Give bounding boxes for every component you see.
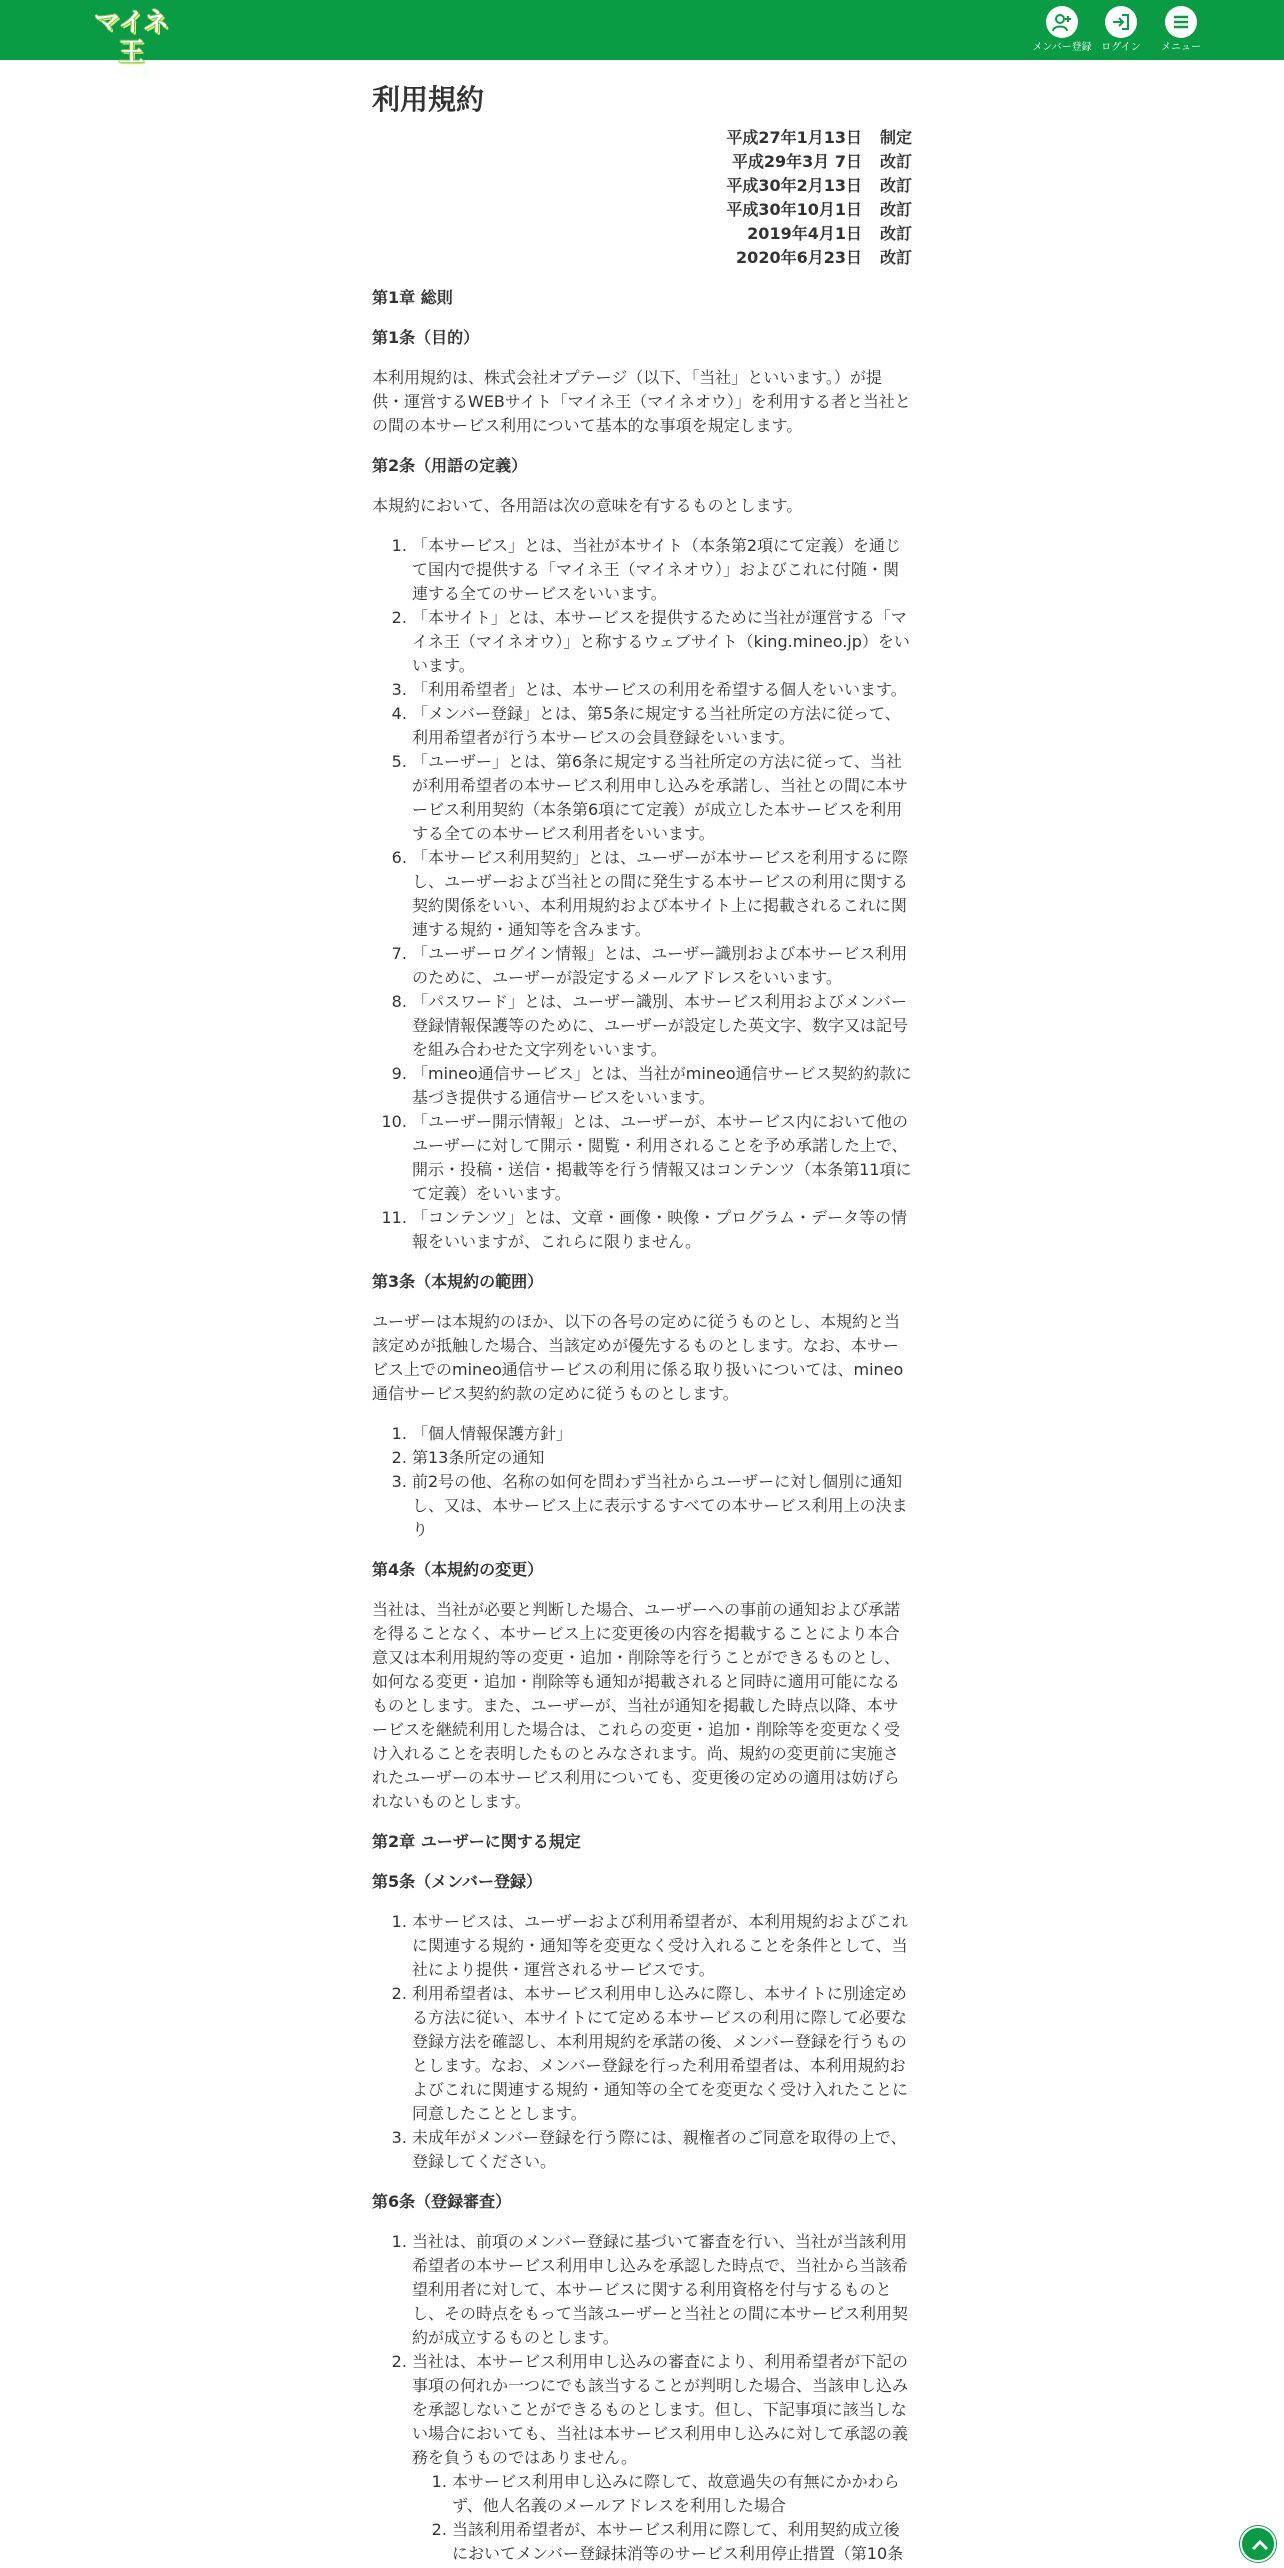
revision-row: 平成30年2月13日 改訂 bbox=[726, 176, 912, 195]
list-item: 2. 利用希望者は、本サービス利用申し込みに際し、本サイトに別途定める方法に従い、本サイトにて定める本サービスの利用に際して必要な登録方法を確認し、本利用規約を承諾の後、メンバー登録を行うものとします。なお、メンバー登録を行った利用希望者は、本利用規約およびこれに関連する規約・通知等の全てを変更なく受け入れたことに同意したこととします。 bbox=[412, 1982, 912, 2126]
list-item: 7. 「ユーザーログイン情報」とは、ユーザー識別および本サービス利用のために、ユーザーが設定するメールアドレスをいいます。 bbox=[412, 942, 912, 990]
menu-button[interactable] bbox=[1151, 6, 1211, 56]
list-item: 1. 「個人情報保護方針」 bbox=[412, 1422, 912, 1446]
article-heading: 第2条（用語の定義） bbox=[372, 456, 528, 475]
member-register-label: メンバー登録 bbox=[1032, 42, 1092, 53]
list-item: 3. 「利用希望者」とは、本サービスの利用を希望する個人をいいます。 bbox=[412, 678, 912, 702]
list-item: 5. 「ユーザー」とは、第6条に規定する当社所定の方法に従って、当社が利用希望者の本サービス利用申し込みを承諾し、当社との間に本サービス利用契約（本条第6項にて定義）が成立した本サービスを利用する全ての本サービス利用者をいいます。 bbox=[412, 750, 912, 846]
scope-list bbox=[372, 1422, 912, 1542]
chapter-heading: 第1章 総則 bbox=[372, 288, 453, 307]
list-item: 1. 本サービスは、ユーザーおよび利用希望者が、本利用規約およびこれに関連する規約・通知等を変更なく受け入れることを条件として、当社により提供・運営されるサービスです。 bbox=[412, 1910, 912, 1982]
sub-list-item: 2. 当該利用希望者が、本サービス利用に際して、利用契約成立後においてメンバー登録抹消等のサービス利用停止措置（第10条 bbox=[452, 2518, 912, 2566]
page-title: 利用規約 bbox=[372, 83, 485, 116]
hamburger-icon bbox=[1165, 6, 1197, 38]
terms-content bbox=[372, 60, 912, 2566]
chapter-heading: 第2章 ユーザーに関する規定 bbox=[372, 1832, 581, 1851]
list-item: 9. 「mineo通信サービス」とは、当社がmineo通信サービス契約約款に基づき提供する通信サービスをいいます。 bbox=[412, 1062, 912, 1110]
article-heading: 第1条（目的） bbox=[372, 328, 480, 347]
list-item: 8. 「パスワード」とは、ユーザー識別、本サービス利用およびメンバー登録情報保護等のために、ユーザーが設定した英文字、数字又は記号を組み合わせた文字列をいいます。 bbox=[412, 990, 912, 1062]
chevron-up-icon bbox=[1249, 2535, 1271, 2557]
registration-review-list bbox=[372, 2230, 912, 2566]
article-heading: 第3条（本規約の範囲） bbox=[372, 1272, 544, 1291]
revision-row: 2020年6月23日 改訂 bbox=[736, 248, 912, 267]
list-item: 3. 前2号の他、名称の如何を問わず当社からユーザーに対し個別に通知し、又は、本サービス上に表示するすべての本サービス利用上の決まり bbox=[412, 1470, 912, 1542]
revision-row: 平成29年3月 7日 改訂 bbox=[731, 152, 912, 171]
revision-row: 平成30年10月1日 改訂 bbox=[726, 200, 912, 219]
list-item: 11. 「コンテンツ」とは、文章・画像・映像・プログラム・データ等の情報をいいますが、これらに限りません。 bbox=[412, 1206, 912, 1254]
article-text: 本利用規約は、株式会社オプテージ（以下、「当社」といいます。）が提供・運営するWEBサイト「マイネ王（マイネオウ）」を利用する者と当社との間の本サービス利用について基本的な事項を規定します。 bbox=[372, 368, 911, 435]
scroll-to-top-button[interactable] bbox=[1240, 2526, 1276, 2562]
list-item: 10. 「ユーザー開示情報」とは、ユーザーが、本サービス内において他のユーザーに対して開示・閲覧・利用されることを予め承諾した上で、開示・投稿・送信・掲載等を行う情報又はコンテンツ（本条第11項にて定義）をいいます。 bbox=[412, 1110, 912, 1206]
article-heading: 第4条（本規約の変更） bbox=[372, 1560, 544, 1579]
revision-history bbox=[372, 126, 912, 270]
article-text: ユーザーは本規約のほか、以下の各号の定めに従うものとし、本規約と当該定めが抵触した場合、当該定めが優先するものとします。なお、本サービス上でのmineo通信サービスの利用に係る取り扱いについては、mineo通信サービス契約約款の定めに従うものとします。 bbox=[372, 1312, 904, 1403]
logo-text: マイネ王 bbox=[93, 8, 169, 68]
login-label: ログイン bbox=[1101, 42, 1141, 53]
site-logo[interactable] bbox=[86, 8, 176, 79]
article-heading: 第6条（登録審査） bbox=[372, 2192, 512, 2211]
definitions-list bbox=[372, 534, 912, 1254]
menu-label: メニュー bbox=[1161, 42, 1201, 53]
member-register-button[interactable] bbox=[1032, 6, 1092, 56]
list-item: 6. 「本サービス利用契約」とは、ユーザーが本サービスを利用するに際し、ユーザーおよび当社との間に発生する本サービスの利用に関する契約関係をいい、本利用規約および本サイト上に掲載されるこれに関連する規約・通知等を含みます。 bbox=[412, 846, 912, 942]
member-registration-list bbox=[372, 1910, 912, 2174]
article-text: 本規約において、各用語は次の意味を有するものとします。 bbox=[372, 496, 803, 515]
login-icon bbox=[1105, 6, 1137, 38]
sub-list-item: 1. 本サービス利用申し込みに際して、故意過失の有無にかかわらず、他人名義のメールアドレスを利用した場合 bbox=[452, 2470, 912, 2518]
revision-row: 2019年4月1日 改訂 bbox=[747, 224, 912, 243]
sub-list bbox=[412, 2470, 912, 2566]
site-header bbox=[0, 0, 1284, 79]
article-text: 当社は、当社が必要と判断した場合、ユーザーへの事前の通知および承諾を得ることなく、本サービス上に変更後の内容を掲載することにより本合意又は本利用規約等の変更・追加・削除等を行うことができるものとし、如何なる変更・追加・削除等も通知が掲載されると同時に適用可能になるものとします。また、ユーザーが、当社が通知を掲載した時点以降、本サービスを継続利用した場合は、これらの変更・追加・削除等を変更なく受け入れることを表明したものとみなされます。尚、規約の変更前に実施されたユーザーの本サービス利用についても、変更後の定めの適用は妨げられないものとします。 bbox=[372, 1600, 901, 1811]
list-item: 2. 「本サイト」とは、本サービスを提供するために当社が運営する「マイネ王（マイネオウ）」と称するウェブサイト（king.mineo.jp）をいいます。 bbox=[412, 606, 912, 678]
list-item: 2. 第13条所定の通知 bbox=[412, 1446, 912, 1470]
list-item: 4. 「メンバー登録」とは、第5条に規定する当社所定の方法に従って、利用希望者が行う本サービスの会員登録をいいます。 bbox=[412, 702, 912, 750]
list-item bbox=[412, 2350, 912, 2566]
list-item: 1. 「本サービス」とは、当社が本サイト（本条第2項にて定義）を通じて国内で提供する「マイネ王（マイネオウ）」およびこれに付随・関連する全てのサービスをいいます。 bbox=[412, 534, 912, 606]
add-user-icon bbox=[1046, 6, 1078, 38]
logo-beta-label: ベータ版 bbox=[112, 69, 149, 79]
login-button[interactable] bbox=[1091, 6, 1151, 56]
list-item: 1. 当社は、前項のメンバー登録に基づいて審査を行い、当社が当該利用希望者の本サービス利用申し込みを承認した時点で、当社から当該希望利用者に対して、本サービスに関する利用資格を付与するものとし、その時点をもって当該ユーザーと当社との間に本サービス利用契約が成立するものとします。 bbox=[412, 2230, 912, 2350]
list-item-text: 当社は、本サービス利用申し込みの審査により、利用希望者が下記の事項の何れか一つにでも該当することが判明した場合、当該申し込みを承認しないことができるものとします。但し、下記事項に該当しない場合においても、当社は本サービス利用申し込みに対して承認の義務を負うものではありません。 bbox=[412, 2352, 909, 2467]
list-item: 3. 未成年がメンバー登録を行う際には、親権者のご同意を取得の上で、登録してください。 bbox=[412, 2126, 912, 2174]
revision-row: 平成27年1月13日 制定 bbox=[726, 128, 912, 147]
article-heading: 第5条（メンバー登録） bbox=[372, 1872, 543, 1891]
